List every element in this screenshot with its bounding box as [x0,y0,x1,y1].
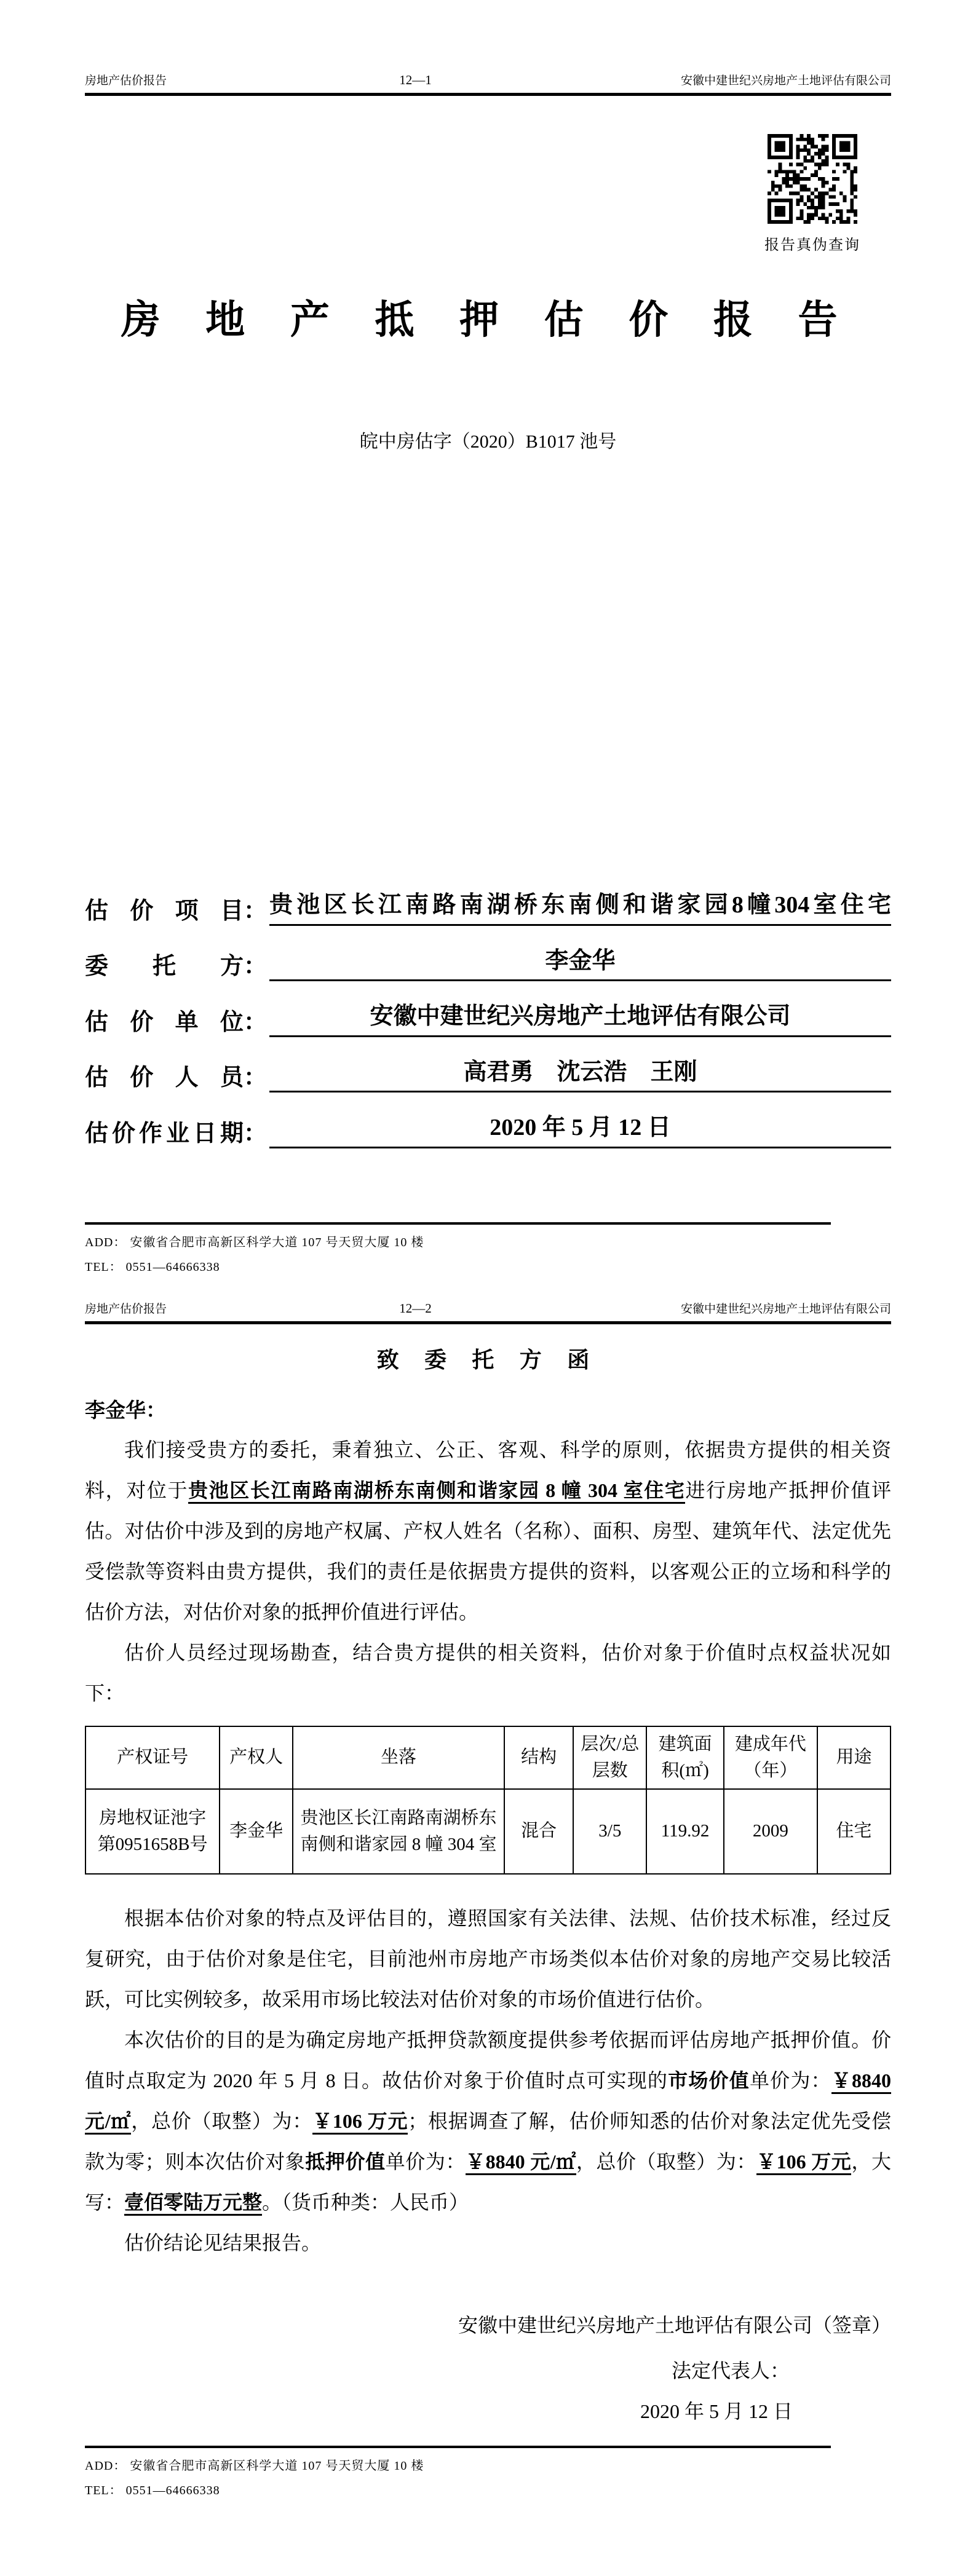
paragraph-valuation: 本次估价的目的是为确定房地产抵押贷款额度提供参考依据而评估房地产抵押价值。价值时点取定为 2020 年 5 月 8 日。故估价对象于价值时点可实现的市场价值单价为：￥8840 元/㎡，总价（取整）为：￥106 万元；根据调查了解，估价师知悉的估价对象法定优先受偿款为零；则本次估价对象抵押价值单价为：￥8840 元/㎡，总价（取整）为：￥106 万元，大写：壹佰零陆万元整。（货币种类：人民币） [85,2020,891,2222]
signature-legal-rep: 法定代表人： [671,2360,790,2382]
page-header [85,0,891,96]
col-use: 用途 [817,1726,891,1789]
cell-use: 住宅 [817,1789,891,1874]
field-value: 贵池区长江南路南湖桥东南侧和谐家园8幢304室住宅 [269,891,891,926]
field-colon: ： [244,1065,268,1091]
cover-fields [85,891,891,1148]
paragraph-method: 根据本估价对象的特点及评估目的，遵照国家有关法律、法规、估价技术标准，经过反复研究，由于估价对象是住宅，目前池州市房地产市场类似本估价对象的房地产交易比较活跃，可比实例较多，故采用市场比较法对估价对象的市场价值进行估价。 [85,1907,891,2010]
field-value: 李金华 [269,947,891,982]
field-colon: ： [244,1009,268,1035]
footer-telephone: TEL： 0551—64666338 [85,1260,220,1274]
paragraph-conclusion: 估价结论见结果报告。 [124,2232,322,2254]
cover-page [0,0,976,1285]
amount-in-words: 壹佰零陆万元整 [124,2191,262,2216]
page-footer [85,2446,891,2502]
signature-date: 2020 年 5 月 12 日 [640,2400,793,2422]
qr-block [85,134,891,254]
field-client [85,947,891,982]
mortgage-total-price-value: ￥106 万元 [756,2151,851,2175]
field-label: 估价单位 [85,1009,244,1035]
footer-telephone: TEL： 0551—64666338 [85,2484,220,2497]
field-value: 安徽中建世纪兴房地产土地评估有限公司 [269,1002,891,1037]
qr-code [768,134,857,224]
salutation: 李金华： [85,1400,166,1422]
field-label: 估价项目 [85,898,244,924]
table-row [85,1789,891,1874]
page-header [85,1285,891,1324]
cell-location: 贵池区长江南路南湖桥东南侧和谐家园 8 幢 304 室 [293,1789,504,1874]
field-appraisers [85,1058,891,1093]
header-doc-type: 房地产估价报告 [85,1303,167,1316]
header-company: 安徽中建世纪兴房地产土地评估有限公司 [680,74,891,87]
col-area: 建筑面积(㎡) [646,1726,724,1789]
field-colon: ： [244,954,268,980]
total-price-value: ￥106 万元 [312,2110,408,2135]
footer-rule [85,2446,831,2448]
field-colon: ： [244,898,268,924]
footer-address: ADD： 安徽省合肥市高新区科学大道 107 号天贸大厦 10 楼 [85,1236,424,1249]
header-company: 安徽中建世纪兴房地产土地评估有限公司 [680,1303,891,1316]
cell-area: 119.92 [646,1789,724,1874]
header-doc-type: 房地产估价报告 [85,74,167,87]
col-cert-no: 产权证号 [85,1726,220,1789]
page-footer [85,1222,891,1279]
field-project [85,891,891,926]
footer-address: ADD： 安徽省合肥市高新区科学大道 107 号天贸大厦 10 楼 [85,2459,424,2473]
paragraph-survey: 估价人员经过现场勘查，结合贵方提供的相关资料，估价对象于价值时点权益状况如下： [85,1642,891,1704]
cell-structure: 混合 [504,1789,573,1874]
report-number: 皖中房估字（2020）B1017 池号 [359,432,617,452]
signature-company: 安徽中建世纪兴房地产土地评估有限公司（签章） [458,2314,891,2336]
report-title: 房 地 产 抵 押 估 价 报 告 [121,298,855,342]
cell-floor: 3/5 [573,1789,646,1874]
table-header-row [85,1726,891,1789]
mortgage-unit-price-value: ￥8840 元/㎡ [466,2151,576,2175]
field-label: 估价人员 [85,1065,244,1091]
col-owner: 产权人 [220,1726,293,1789]
letter-page [0,1285,976,2576]
market-value-term: 市场价值 [668,2069,750,2092]
cell-cert-no: 房地权证池字第0951658B号 [85,1789,220,1874]
page-number: 12—2 [399,1301,432,1316]
letter-title: 致 委 托 方 函 [376,1348,600,1372]
cell-year-built: 2009 [724,1789,817,1874]
col-location: 坐落 [293,1726,504,1789]
ownership-table [85,1726,891,1875]
field-value: 2020 年 5 月 12 日 [269,1113,891,1148]
field-agency [85,1002,891,1037]
col-year-built: 建成年代（年） [724,1726,817,1789]
col-floor: 层次/总层数 [573,1726,646,1789]
property-address-emphasis: 贵池区长江南路南湖桥东南侧和谐家园 8 幢 304 室住宅 [188,1479,685,1504]
unit-price-value: ￥8840 元/㎡ [85,2069,891,2135]
qr-caption: 报告真伪查询 [764,237,860,253]
col-structure: 结构 [504,1726,573,1789]
page-number: 12—1 [399,73,432,87]
field-value: 高君勇 沈云浩 王刚 [269,1058,891,1093]
footer-rule [85,1222,831,1225]
field-date [85,1113,891,1148]
mortgage-value-term: 抵押价值 [305,2151,386,2173]
field-colon: ： [244,1120,268,1147]
field-label: 委托方 [85,954,244,980]
field-label: 估价作业日期 [85,1120,244,1147]
cell-owner: 李金华 [220,1789,293,1874]
paragraph-commission: 我们接受贵方的委托，秉着独立、公正、客观、科学的原则，依据贵方提供的相关资料，对位于贵池区长江南路南湖桥东南侧和谐家园 8 幢 304 室住宅进行房地产抵押价值评估。对估价中涉及到的房地产权属、产权人姓名（名称）、面积、房型、建筑年代、法定优先受偿款等资料由贵方提供，我们的责任是依据贵方提供的资料，以客观公正的立场和科学的估价方法，对估价对象的抵押价值进行评估。 [85,1439,891,1623]
